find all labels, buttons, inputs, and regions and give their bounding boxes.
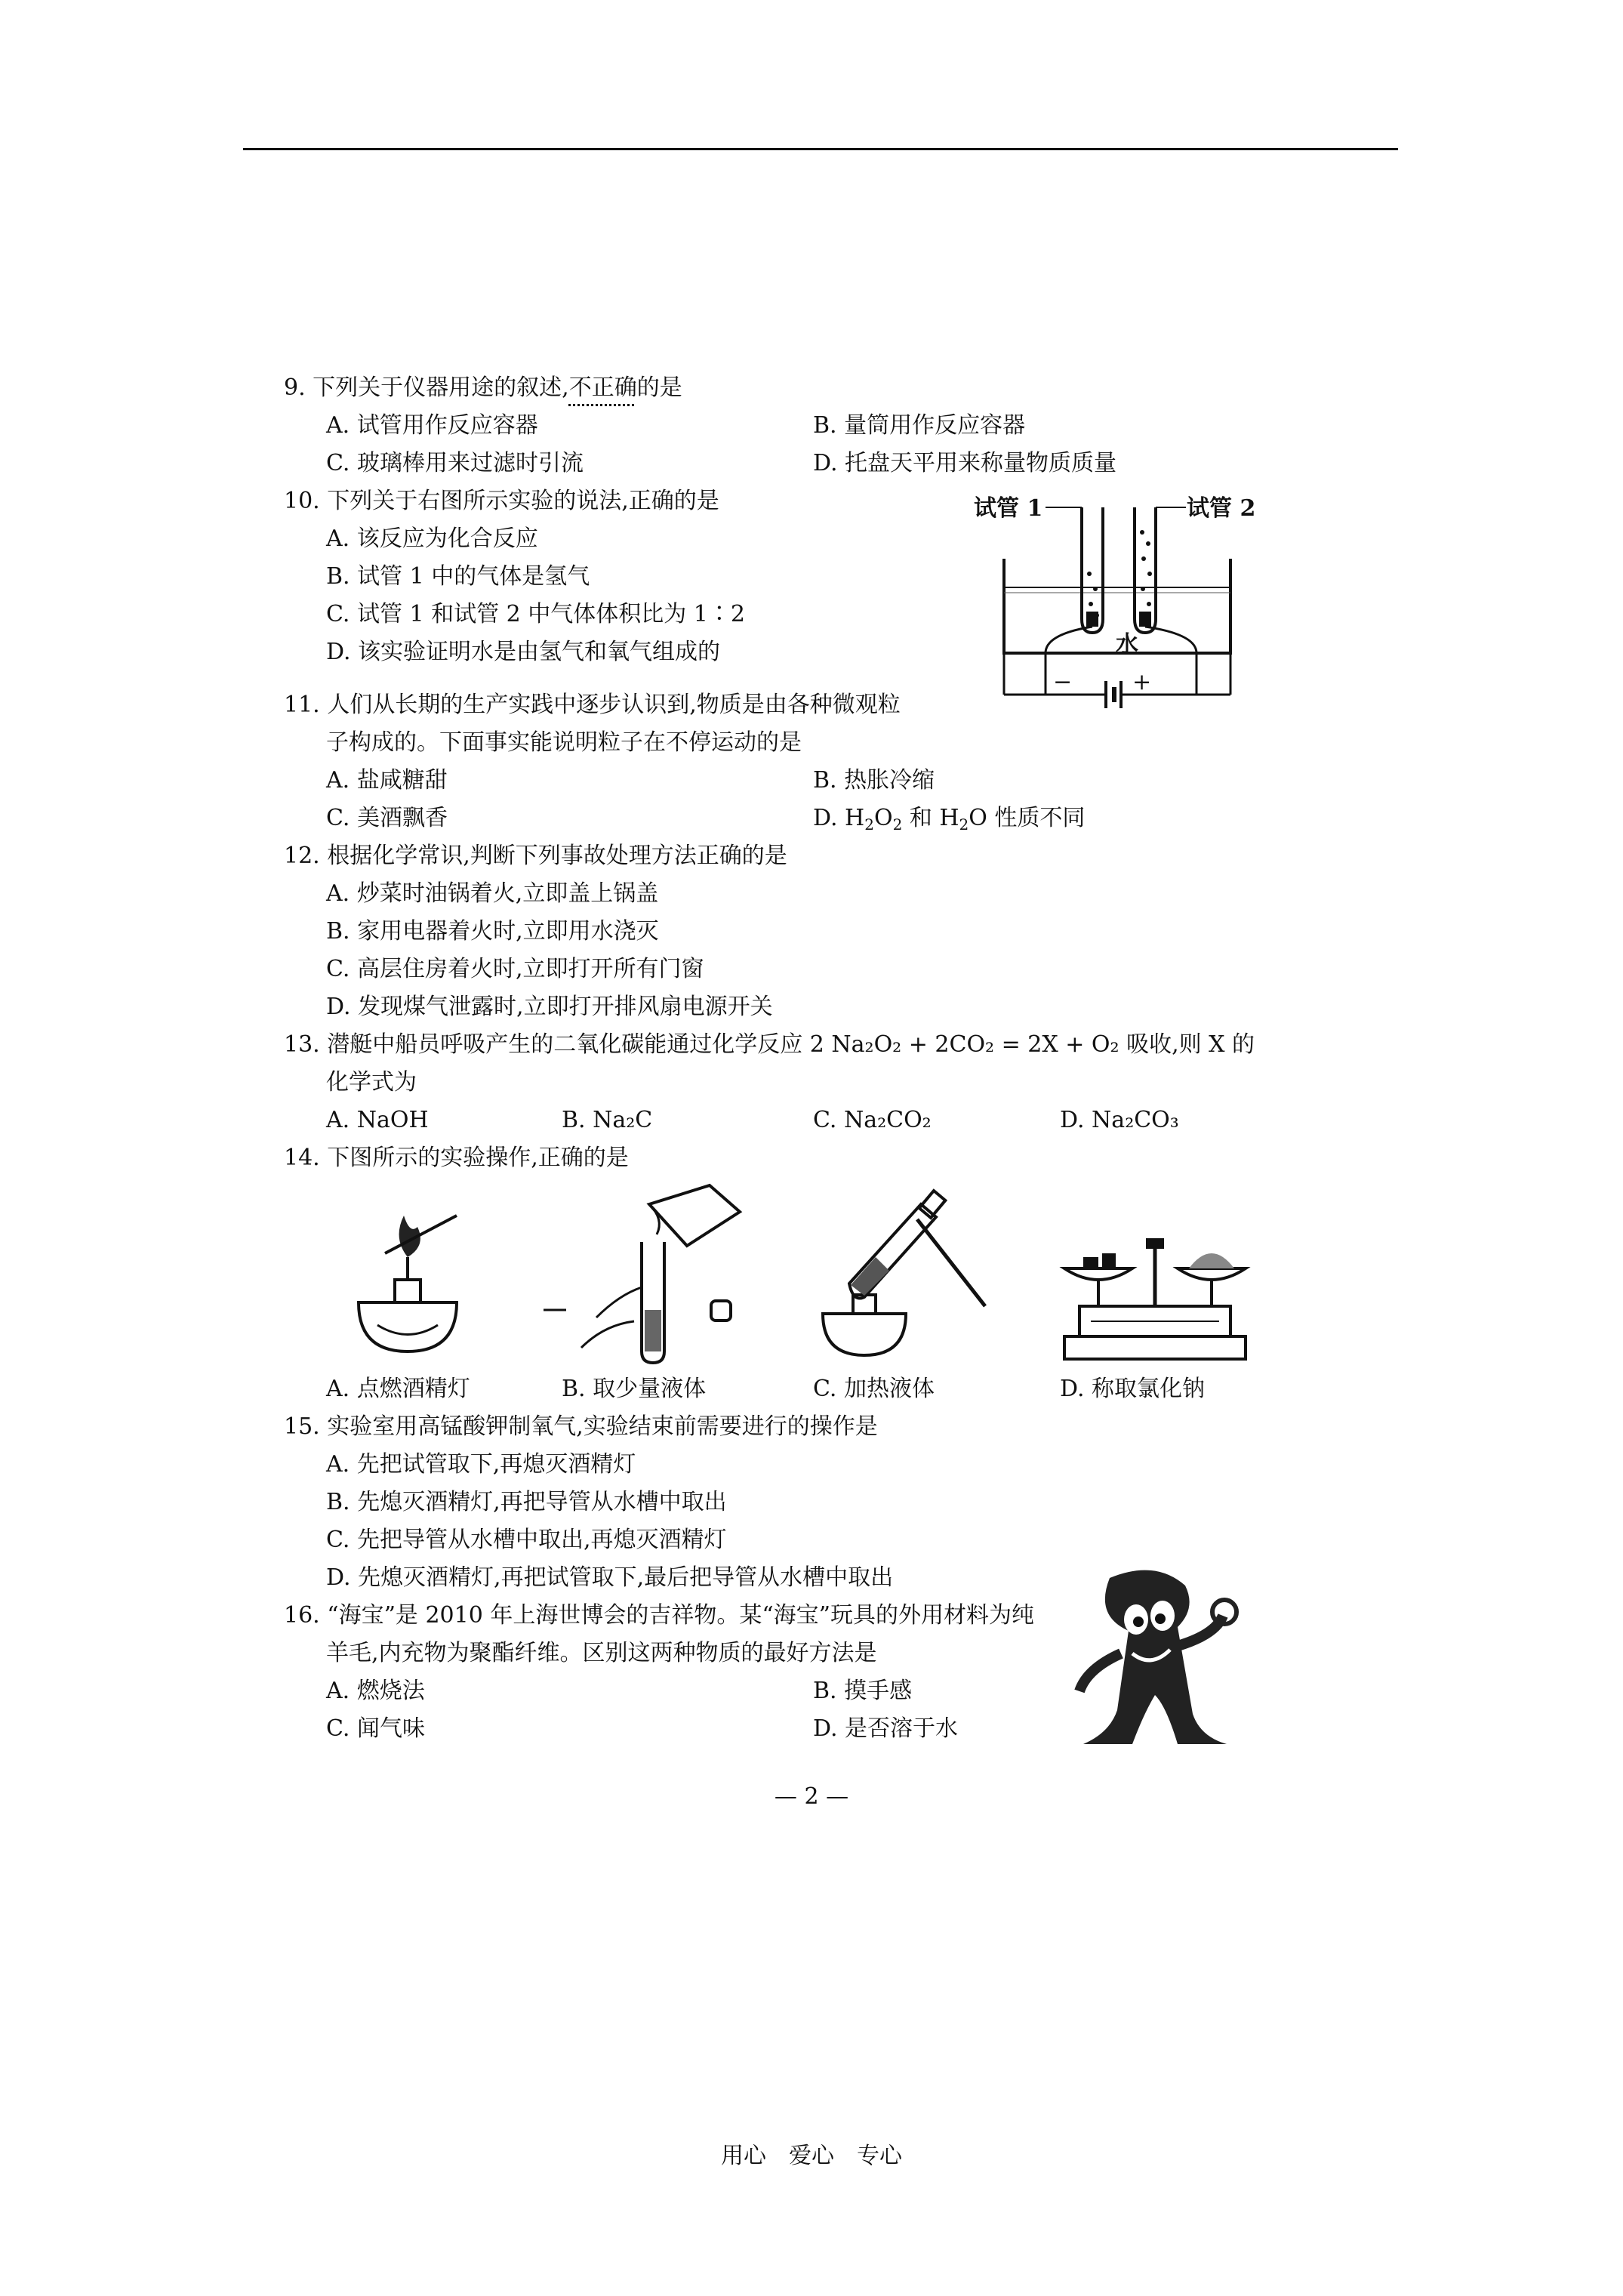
fig-label-water: 水: [1116, 631, 1138, 658]
q15-option-a: A. 先把试管取下,再熄灭酒精灯: [326, 1451, 636, 1478]
q9-option-d: D. 托盘天平用来称量物质质量: [813, 450, 1117, 476]
alcohol-lamp-lighting-figure: [343, 1182, 479, 1370]
page-number: — 2 —: [774, 1783, 849, 1810]
q9-option-b: B. 量筒用作反应容器: [813, 412, 1026, 439]
heating-liquid-figure: [804, 1178, 993, 1367]
fig-label-plus: +: [1132, 669, 1152, 695]
q15-option-b: B. 先熄灭酒精灯,再把导管从水槽中取出: [326, 1489, 727, 1515]
q13-option-a: A. NaOH: [326, 1107, 429, 1133]
q11-stem-1: 11. 人们从长期的生产实践中逐步认识到,物质是由各种微观粒: [284, 692, 901, 718]
q15-stem: 15. 实验室用高锰酸钾制氧气,实验结束前需要进行的操作是: [284, 1413, 878, 1440]
q16-stem-1: 16. “海宝”是 2010 年上海世博会的吉祥物。某“海宝”玩具的外用材料为纯: [284, 1602, 1035, 1629]
q14-stem: 14. 下图所示的实验操作,正确的是: [284, 1145, 629, 1171]
fig-label-tube2: 试管 2: [1187, 495, 1256, 522]
q10-option-a: A. 该反应为化合反应: [326, 525, 538, 552]
q16-option-b: B. 摸手感: [813, 1678, 913, 1704]
q13-option-c: C. Na₂CO₂: [813, 1107, 932, 1133]
q12-option-c: C. 高层住房着火时,立即打开所有门窗: [326, 956, 704, 982]
q12-option-d: D. 发现煤气泄露时,立即打开排风扇电源开关: [326, 994, 773, 1020]
q12-stem: 12. 根据化学常识,判断下列事故处理方法正确的是: [284, 843, 787, 869]
q16-stem-2: 羊毛,内充物为聚酯纤维。区别这两种物质的最好方法是: [326, 1640, 877, 1666]
fig-label-tube1: 试管 1: [974, 495, 1043, 522]
q10-option-c: C. 试管 1 和试管 2 中气体体积比为 1∶2: [326, 601, 745, 627]
q13-option-b: B. Na₂C: [562, 1107, 653, 1133]
q9-option-a: A. 试管用作反应容器: [326, 412, 538, 439]
q12-option-a: A. 炒菜时油锅着火,立即盖上锅盖: [326, 880, 659, 907]
q9-option-c: C. 玻璃棒用来过滤时引流: [326, 450, 584, 476]
fig-label-minus: −: [1053, 669, 1073, 695]
q16-option-a: A. 燃烧法: [326, 1678, 425, 1704]
q14-option-b: B. 取少量液体: [562, 1376, 707, 1402]
q10-option-b: B. 试管 1 中的气体是氢气: [326, 563, 590, 590]
q12-option-b: B. 家用电器着火时,立即用水浇灭: [326, 918, 659, 945]
q10-option-d: D. 该实验证明水是由氢气和氧气组成的: [326, 639, 721, 665]
q14-option-a: A. 点燃酒精灯: [326, 1376, 470, 1402]
q13-stem-2: 化学式为: [326, 1069, 417, 1096]
q9-emphasis: 不正确: [568, 374, 637, 401]
q16-option-c: C. 闻气味: [326, 1715, 425, 1742]
q9-stem: 9. 下列关于仪器用途的叙述,不正确的是: [284, 374, 682, 401]
q16-option-d: D. 是否溶于水: [813, 1715, 959, 1742]
haibao-mascot-figure: [1064, 1563, 1246, 1752]
q14-option-c: C. 加热液体: [813, 1376, 935, 1402]
q11-option-d: D. $H_2O_2$ 和 $H_2O$ 性质不同: [813, 805, 1086, 834]
q11-option-c: C. 美酒飘香: [326, 805, 448, 831]
footer-slogan: 用心 爱心 专心: [721, 2143, 902, 2169]
q15-option-d: D. 先熄灭酒精灯,再把试管取下,最后把导管从水槽中取出: [326, 1564, 894, 1591]
q13-stem-1: 13. 潜艇中船员呼吸产生的二氧化碳能通过化学反应 2 Na₂O₂ + 2CO₂ = 2X + O₂ 吸收,则 X 的: [284, 1031, 1255, 1058]
q10-stem: 10. 下列关于右图所示实验的说法,正确的是: [284, 488, 719, 514]
header-rule: [243, 148, 1398, 150]
q14-option-d: D. 称取氯化钠: [1060, 1376, 1206, 1402]
q13-option-d: D. Na₂CO₃: [1060, 1107, 1179, 1133]
q11-stem-2: 子构成的。下面事实能说明粒子在不停运动的是: [326, 729, 802, 756]
pouring-liquid-figure: [536, 1174, 747, 1370]
q11-option-b: B. 热胀冷缩: [813, 767, 935, 794]
q15-option-c: C. 先把导管从水槽中取出,再熄灭酒精灯: [326, 1527, 727, 1553]
balance-weighing-figure: [1057, 1223, 1253, 1367]
q11-option-a: A. 盐咸糖甜: [326, 767, 448, 794]
